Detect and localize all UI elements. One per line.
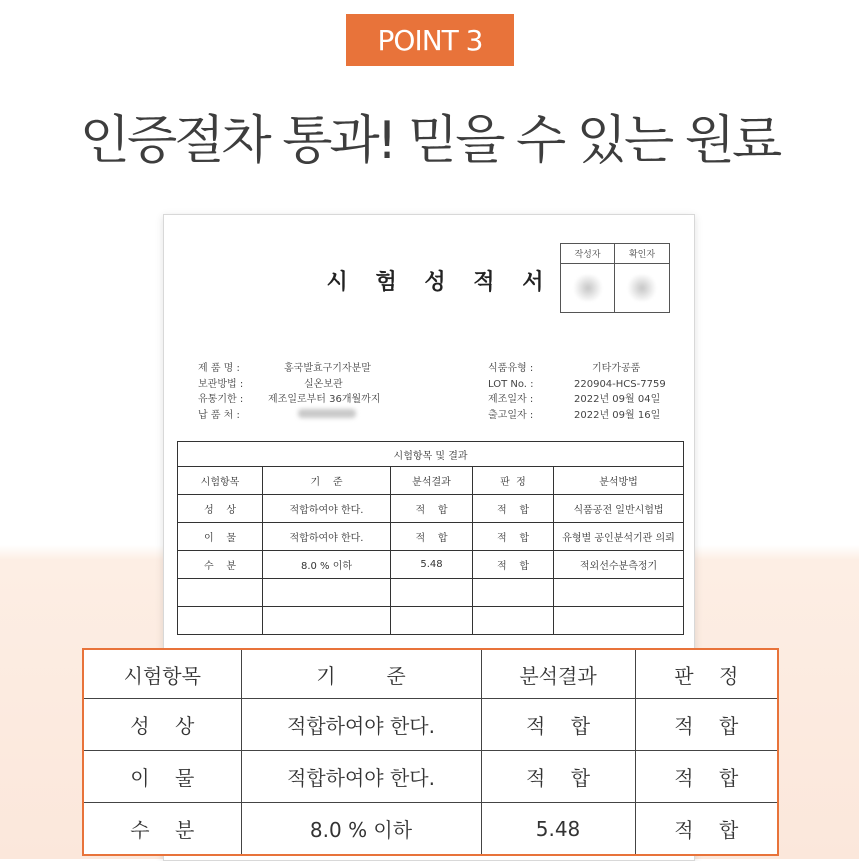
page-headline: 인증절차 통과! 믿을 수 있는 원료 [79, 111, 780, 171]
table-cell: 적 합 [473, 495, 554, 523]
info-value: 2022년 09월 16일 [574, 409, 661, 421]
approver-label: 확인자 [615, 244, 669, 264]
table-cell: 적 합 [391, 523, 473, 551]
empty-row [178, 579, 684, 607]
info-label: 유통기한 : [198, 394, 244, 405]
info-label: 납 품 처 : [198, 409, 240, 421]
info-value: 실온보관 [304, 378, 343, 390]
info-label: 출고일자 : [488, 409, 534, 421]
zoom-cell: 적 합 [635, 803, 778, 856]
table-cell: 이 물 [178, 523, 263, 551]
table-header: 판 정 [473, 467, 554, 495]
table-cell: 적외선수분측정기 [554, 551, 684, 579]
table-cell: 성 상 [178, 495, 263, 523]
table-cell: 적합하여야 한다. [263, 495, 391, 523]
table-header: 기 준 [263, 467, 391, 495]
table-row [178, 495, 684, 523]
table-header: 시험항목 [178, 467, 263, 495]
zoom-cell: 적 합 [481, 751, 635, 803]
author-signature [561, 264, 615, 312]
zoom-cell: 5.48 [481, 803, 635, 856]
zoom-row [83, 751, 778, 803]
info-value: 홍국발효구기자분말 [284, 363, 371, 374]
info-left [198, 361, 381, 423]
zoom-header-row [83, 649, 778, 699]
info-label: 제조일자 : [488, 394, 534, 405]
zoom-cell: 적합하여야 한다. [241, 751, 481, 803]
table-header: 분석결과 [391, 467, 473, 495]
table-cell: 적 합 [391, 495, 473, 523]
table-cell: 5.48 [391, 551, 473, 579]
table-cell: 수 분 [178, 551, 263, 579]
point-badge: POINT 3 [346, 14, 514, 66]
document-title: 시 험 성 적 서 [326, 270, 554, 295]
approver-signature [615, 264, 669, 312]
zoom-header: 판 정 [635, 649, 778, 699]
zoom-header: 시험항목 [83, 649, 241, 699]
author-label: 작성자 [561, 244, 615, 264]
info-label: 식품유형 : [488, 363, 534, 374]
table-caption: 시험항목 및 결과 [178, 442, 684, 467]
zoomed-result-table [82, 648, 779, 856]
zoom-cell: 적 합 [635, 699, 778, 751]
zoom-cell: 성 상 [83, 699, 241, 751]
table-cell: 식품공전 일반시험법 [554, 495, 684, 523]
blurred-client [262, 408, 356, 424]
empty-row [178, 607, 684, 635]
zoom-cell: 적 합 [635, 751, 778, 803]
zoom-cell: 수 분 [83, 803, 241, 856]
zoom-cell: 8.0 % 이하 [241, 803, 481, 856]
info-label: LOT No. : [488, 378, 534, 390]
info-label: 제 품 명 : [198, 363, 240, 374]
zoom-header: 분석결과 [481, 649, 635, 699]
info-value: 220904-HCS-7759 [574, 378, 666, 390]
table-cell: 적합하여야 한다. [263, 523, 391, 551]
table-row [178, 551, 684, 579]
signature-box [560, 243, 670, 313]
table-header: 분석방법 [554, 467, 684, 495]
info-label: 보관방법 : [198, 378, 244, 390]
result-table [177, 441, 684, 635]
info-value: 제조일로부터 36개월까지 [268, 394, 381, 405]
zoom-row [83, 699, 778, 751]
zoom-cell: 적합하여야 한다. [241, 699, 481, 751]
info-right [488, 361, 666, 423]
zoom-row [83, 803, 778, 856]
table-header-row [178, 467, 684, 495]
table-cell: 유형별 공인분석기관 의뢰 [554, 523, 684, 551]
zoom-cell: 이 물 [83, 751, 241, 803]
table-cell: 적 합 [473, 523, 554, 551]
table-cell: 적 합 [473, 551, 554, 579]
info-value: 기타가공품 [592, 363, 641, 374]
table-row [178, 523, 684, 551]
zoom-cell: 적 합 [481, 699, 635, 751]
table-cell: 8.0 % 이하 [263, 551, 391, 579]
info-value: 2022년 09월 04일 [574, 394, 661, 405]
zoom-header: 기 준 [241, 649, 481, 699]
